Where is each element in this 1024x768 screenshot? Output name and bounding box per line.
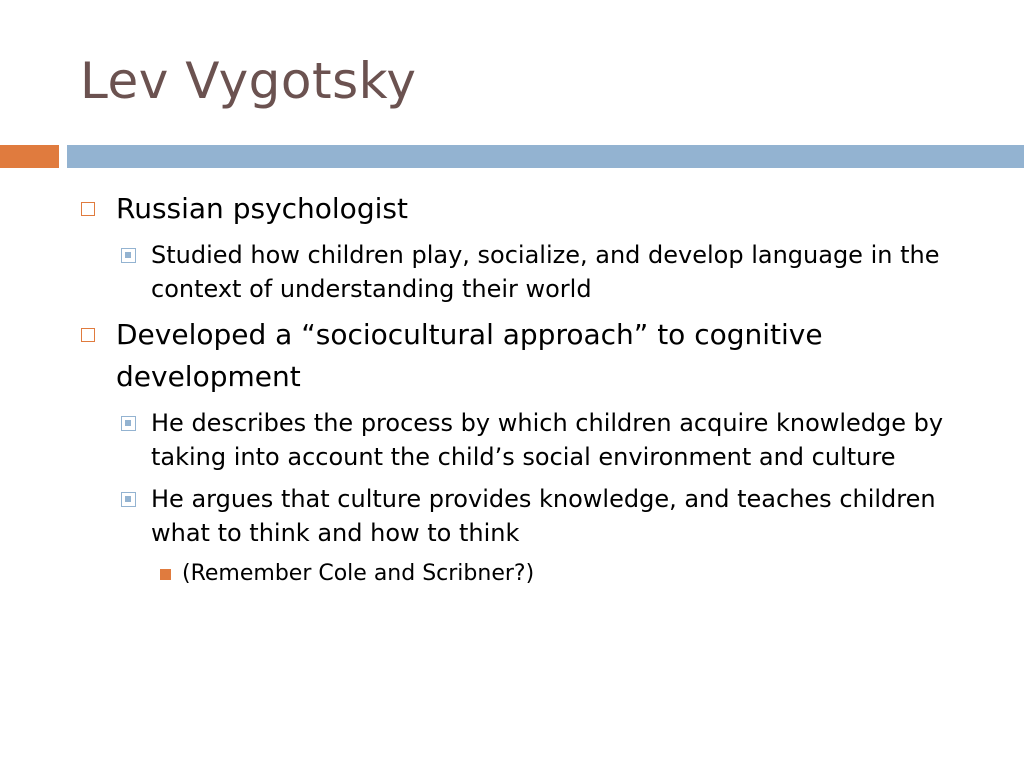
accent-bar-orange	[0, 145, 59, 168]
slide-title: Lev Vygotsky	[80, 52, 417, 110]
bullet-text: (Remember Cole and Scribner?)	[182, 561, 535, 586]
bullet-text: Studied how children play, socialize, and develop language in the context of understanding their world	[151, 241, 940, 303]
bullet-level2	[80, 482, 980, 550]
bullet-text: He describes the process by which children acquire knowledge by taking into account the child’s social environment and culture	[151, 409, 944, 471]
filled-square-bullet-icon	[121, 416, 136, 431]
filled-square-bullet-icon	[121, 248, 136, 263]
hollow-square-bullet-icon	[81, 202, 95, 216]
hollow-square-bullet-icon	[81, 328, 95, 342]
bullet-level2	[80, 406, 980, 474]
solid-square-bullet-icon	[160, 569, 171, 580]
slide-content	[80, 188, 980, 590]
bullet-text: He argues that culture provides knowledge, and teaches children what to think and how to think	[151, 485, 936, 547]
bullet-level1	[80, 314, 980, 398]
bullet-level1	[80, 188, 980, 230]
accent-bar-blue	[67, 145, 1024, 168]
bullet-level2	[80, 238, 980, 306]
bullet-text: Russian psychologist	[116, 192, 408, 225]
bullet-text: Developed a “sociocultural approach” to cognitive development	[116, 318, 823, 393]
bullet-level3	[80, 558, 980, 590]
filled-square-bullet-icon	[121, 492, 136, 507]
